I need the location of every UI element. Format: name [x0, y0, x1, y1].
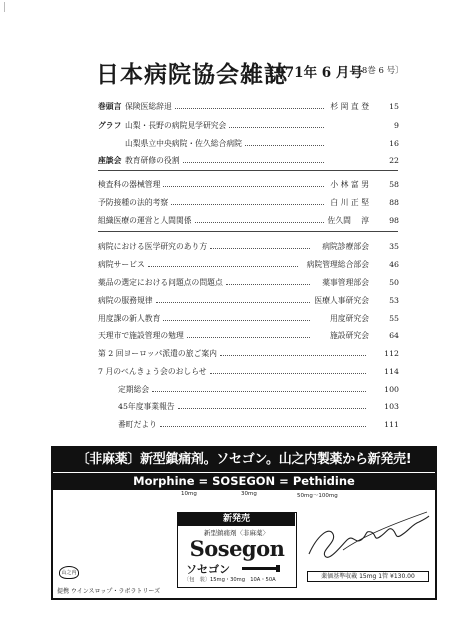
toc-page: 88	[389, 198, 399, 207]
toc-entry[interactable]	[98, 118, 399, 130]
toc-page: 64	[389, 331, 399, 340]
toc-author: 用度研究会	[330, 314, 369, 323]
toc-title: 用度課の新人教育	[98, 314, 161, 323]
toc-entry[interactable]	[98, 177, 399, 189]
toc-page: 46	[389, 260, 399, 269]
toc-leader	[148, 266, 298, 267]
toc-title: 検査科の器械管理	[98, 180, 161, 189]
toc-title: 山梨県立中央病院・佐久総合病院	[125, 139, 242, 148]
dose-sosegon: 30mg	[241, 491, 257, 497]
toc-page: 50	[389, 278, 399, 287]
toc-author: 白 川 正 堅	[330, 198, 369, 207]
toc-leader	[175, 108, 324, 109]
toc-leader	[210, 248, 310, 249]
toc-entry[interactable]	[98, 311, 399, 323]
toc-title: 薬品の選定における问題点の問題点	[98, 278, 223, 287]
toc-title: 病院サービス	[98, 260, 145, 269]
toc-author: 佐久間 淳	[327, 216, 369, 225]
toc-entry[interactable]	[118, 382, 399, 394]
toc-page: 112	[384, 349, 399, 358]
toc-leader	[156, 302, 310, 303]
toc-title: 病院の服務規律	[98, 296, 153, 305]
page-margin-mark	[4, 2, 5, 12]
toc-entry[interactable]	[98, 213, 399, 225]
toc-leader	[171, 204, 324, 205]
toc-entry[interactable]	[98, 293, 399, 305]
toc-page: 111	[384, 420, 399, 429]
toc-leader	[160, 426, 366, 427]
toc-entry[interactable]	[98, 99, 399, 111]
masthead	[96, 56, 416, 86]
toc-author: 施設研究会	[330, 331, 369, 340]
toc-entry[interactable]	[98, 346, 399, 358]
section-divider	[98, 170, 398, 171]
toc-title: 45年度事業報告	[118, 402, 175, 411]
toc-entry[interactable]	[98, 328, 399, 340]
toc-page: 16	[389, 139, 399, 148]
toc-title: 保険医総辞退	[125, 102, 172, 111]
toc-title: 予防接種の法的考察	[98, 198, 169, 207]
toc-section-label: グラフ	[98, 121, 122, 130]
product-type: 新型鎮痛剤〈非麻薬〉	[204, 529, 269, 537]
ad-doses	[53, 490, 435, 500]
brand-name-kana: ソセゴン	[186, 563, 230, 576]
brand-underline-bar	[242, 567, 278, 570]
toc-leader	[210, 373, 366, 374]
toc-leader	[187, 337, 310, 338]
toc-title: 7 月のべんきょう会のおしらせ	[98, 367, 207, 376]
toc-leader	[152, 391, 366, 392]
toc-author: 病院診療部会	[322, 242, 369, 251]
toc-entry[interactable]	[98, 364, 399, 376]
ad-headline: 〔非麻薬〕新型鎮痛剤。ソセゴン。山之内製薬から新発売!	[53, 448, 435, 472]
issue-volume: 〔18巻 6 号〕	[348, 66, 404, 76]
toc-page: 98	[389, 216, 399, 225]
toc-page: 55	[389, 314, 399, 323]
toc-title: 山梨・長野の病院見学研究会	[125, 121, 227, 130]
sosegon-signature-script	[303, 506, 433, 566]
product-box	[177, 512, 297, 588]
toc-page: 114	[384, 367, 399, 376]
toc-entry[interactable]	[118, 399, 399, 411]
toc-leader	[178, 408, 366, 409]
toc-page: 100	[384, 385, 399, 394]
toc-leader	[226, 284, 310, 285]
toc-page: 103	[384, 402, 399, 411]
toc-page: 53	[389, 296, 399, 305]
section-divider	[98, 231, 398, 232]
toc-title: 教育研修の役割	[125, 156, 180, 165]
toc-author: 杉 岡 直 登	[330, 102, 369, 111]
toc-leader	[245, 145, 324, 146]
toc-leader	[229, 127, 324, 128]
toc-leader	[163, 186, 324, 187]
dose-pethidine: 50mg～100mg	[297, 493, 338, 499]
toc-page: 15	[389, 102, 399, 111]
toc-entry[interactable]	[98, 257, 399, 269]
toc-entry[interactable]	[98, 275, 399, 287]
toc-entry[interactable]	[98, 153, 399, 165]
toc-page: 22	[389, 156, 399, 165]
toc-title: 番町だより	[118, 420, 157, 429]
toc-title: 病院における医学研究のあり方	[98, 242, 208, 251]
toc-page: 9	[394, 121, 399, 130]
dose-morphine: 10mg	[181, 491, 197, 497]
toc-title: 定期総会	[118, 385, 150, 394]
toc-author: 小 林 富 男	[330, 180, 369, 189]
ad-formula: Morphine = SOSEGON = Pethidine	[53, 473, 435, 490]
toc-page: 58	[389, 180, 399, 189]
new-release-banner: 新発売	[178, 513, 295, 526]
toc-section-label: 座談会	[98, 156, 122, 165]
toc-title: 天理市で施設管理の勉理	[98, 331, 184, 340]
toc-leader	[183, 162, 324, 163]
toc-page: 35	[389, 242, 399, 251]
toc-entry[interactable]	[98, 239, 399, 251]
brand-name: Sosegon	[189, 536, 285, 561]
issue-date: 1971年 6 月号	[266, 65, 363, 81]
toc-entry[interactable]	[118, 417, 399, 429]
toc-leader	[220, 355, 366, 356]
toc-title: 組織医療の運営と人間関係	[98, 216, 192, 225]
price-box: 薬価基準収載 15mg 1管 ¥130.00	[307, 571, 429, 582]
brand-underline-tick	[276, 565, 280, 572]
logo-text: 山之内	[61, 570, 77, 576]
toc-author: 医療人事研究会	[314, 296, 369, 305]
toc-leader	[163, 320, 310, 321]
ad-distributor: 提携 ウインスロップ・ラボラトリーズ	[57, 588, 161, 595]
toc-entry[interactable]	[98, 136, 399, 148]
toc-author: 病院管理総合部会	[306, 260, 369, 269]
toc-title: 第 2 回ヨーロッパ派遣の旅ご案内	[98, 349, 217, 358]
sosegon-advertisement	[51, 446, 437, 600]
toc-leader	[195, 222, 324, 223]
toc-entry[interactable]	[98, 195, 399, 207]
journal-title: 日本病院協会雑誌	[96, 61, 288, 88]
packaging-info: 〔包 装〕15mg・30mg 10A・50A	[184, 577, 276, 583]
toc-section-label: 巻頭言	[98, 102, 122, 111]
toc-author: 薬事管理部会	[322, 278, 369, 287]
